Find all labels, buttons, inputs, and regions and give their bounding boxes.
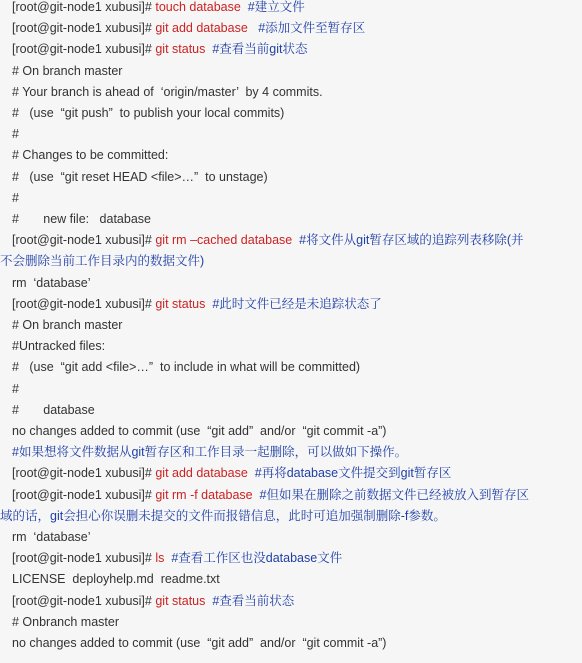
output-text: # (12, 127, 19, 142)
command-text: git rm –cached database (155, 233, 293, 248)
prompt-text: [root@git-node1 xubusi]# (12, 21, 156, 36)
transcript-line (0, 527, 582, 548)
transcript-line (0, 167, 582, 188)
prompt-text: [root@git-node1 xubusi]# (12, 593, 156, 608)
output-text: no changes added to commit (use “git add” and/or “git commit -a”) (12, 424, 387, 438)
output-text: # (12, 381, 19, 396)
command-text: git add database (155, 466, 248, 481)
output-text: LICENSE deployhelp.md readme.txt (12, 572, 220, 587)
comment-text: #如果想将文件数据从git暂存区和工作目录一起删除，可以做如下操作。 (12, 445, 408, 460)
command-text: git status (155, 296, 206, 311)
transcript-line (0, 103, 582, 124)
comment-text: #建立文件 (240, 0, 305, 14)
comment-text: #但如果在删除之前数据文件已经被放入到暂存区 (252, 487, 530, 502)
prompt-text: [root@git-node1 xubusi]# (12, 0, 156, 14)
transcript-line (0, 548, 582, 569)
output-text: rm ‘database’ (12, 275, 91, 290)
transcript-line (0, 463, 582, 484)
transcript-line (0, 442, 582, 463)
transcript-line (0, 230, 582, 251)
output-text: rm ‘database’ (12, 530, 91, 544)
transcript-line (0, 188, 582, 209)
output-text: # (use “git add <file>…” to include in what will be committed) (12, 360, 361, 375)
transcript-line (0, 633, 582, 654)
command-text: git rm -f database (155, 487, 253, 502)
output-text: no changes added to commit (use “git add” and/or “git commit -a”) (12, 636, 387, 650)
transcript-line (0, 315, 582, 336)
comment-text: 不会删除当前工作目录内的数据文件) (0, 254, 205, 269)
transcript-line (0, 569, 582, 590)
transcript-line (0, 336, 582, 357)
output-text: # Your branch is ahead of ‘origin/master’ by 4 commits. (12, 84, 323, 99)
transcript-line (0, 39, 582, 60)
transcript-line (0, 294, 582, 315)
comment-text: #此时文件已经是未追踪状态了 (205, 296, 382, 311)
prompt-text: [root@git-node1 xubusi]# (12, 42, 156, 57)
comment-text: #再将database文件提交到git暂存区 (247, 466, 452, 481)
prompt-text: [root@git-node1 xubusi]# (12, 487, 156, 502)
transcript-line (0, 400, 582, 421)
transcript-line (0, 251, 582, 272)
comment-text: #查看当前状态 (205, 593, 295, 608)
transcript-line (0, 421, 582, 442)
comment-text: 域的话，git会担心你误删未提交的文件而报错信息，此时可追加强制删除-f参数。 (0, 508, 446, 523)
transcript-line (0, 209, 582, 230)
transcript-line (0, 591, 582, 612)
command-text: ls (155, 551, 165, 566)
transcript-line (0, 18, 582, 39)
transcript-line (0, 612, 582, 633)
comment-text: #查看工作区也没database文件 (164, 551, 343, 566)
transcript-line (0, 0, 582, 18)
command-text: git status (155, 42, 206, 57)
prompt-text: [root@git-node1 xubusi]# (12, 296, 156, 311)
command-text: git add database (155, 21, 248, 36)
output-text: # new file: database (12, 212, 151, 226)
transcript-line (0, 124, 582, 145)
transcript-line (0, 379, 582, 400)
transcript-line (0, 61, 582, 82)
comment-text: #查看当前git状态 (205, 42, 308, 57)
output-text: # Onbranch master (12, 614, 119, 629)
comment-text: #将文件从git暂存区域的追踪列表移除(并 (292, 233, 524, 248)
transcript-line (0, 145, 582, 166)
transcript-line (0, 506, 582, 527)
transcript-line (0, 82, 582, 103)
prompt-text: [root@git-node1 xubusi]# (12, 551, 156, 566)
output-text: #Untracked files: (12, 339, 106, 354)
command-text: git status (155, 593, 206, 608)
output-text: # On branch master (12, 63, 123, 78)
transcript-line (0, 485, 582, 506)
transcript-line (0, 357, 582, 378)
output-text: # On branch master (12, 318, 123, 332)
output-text: # Changes to be committed: (12, 148, 169, 163)
prompt-text: [root@git-node1 xubusi]# (12, 466, 156, 481)
output-text: # database (12, 402, 95, 417)
command-text: touch database (155, 0, 241, 14)
output-text: # (12, 190, 19, 205)
prompt-text: [root@git-node1 xubusi]# (12, 233, 156, 248)
output-text: # (use “git reset HEAD <file>…” to unstage) (12, 169, 268, 184)
comment-text: #添加文件至暂存区 (247, 21, 366, 36)
transcript-line (0, 273, 582, 294)
output-text: # (use “git push” to publish your local commits) (12, 106, 285, 120)
